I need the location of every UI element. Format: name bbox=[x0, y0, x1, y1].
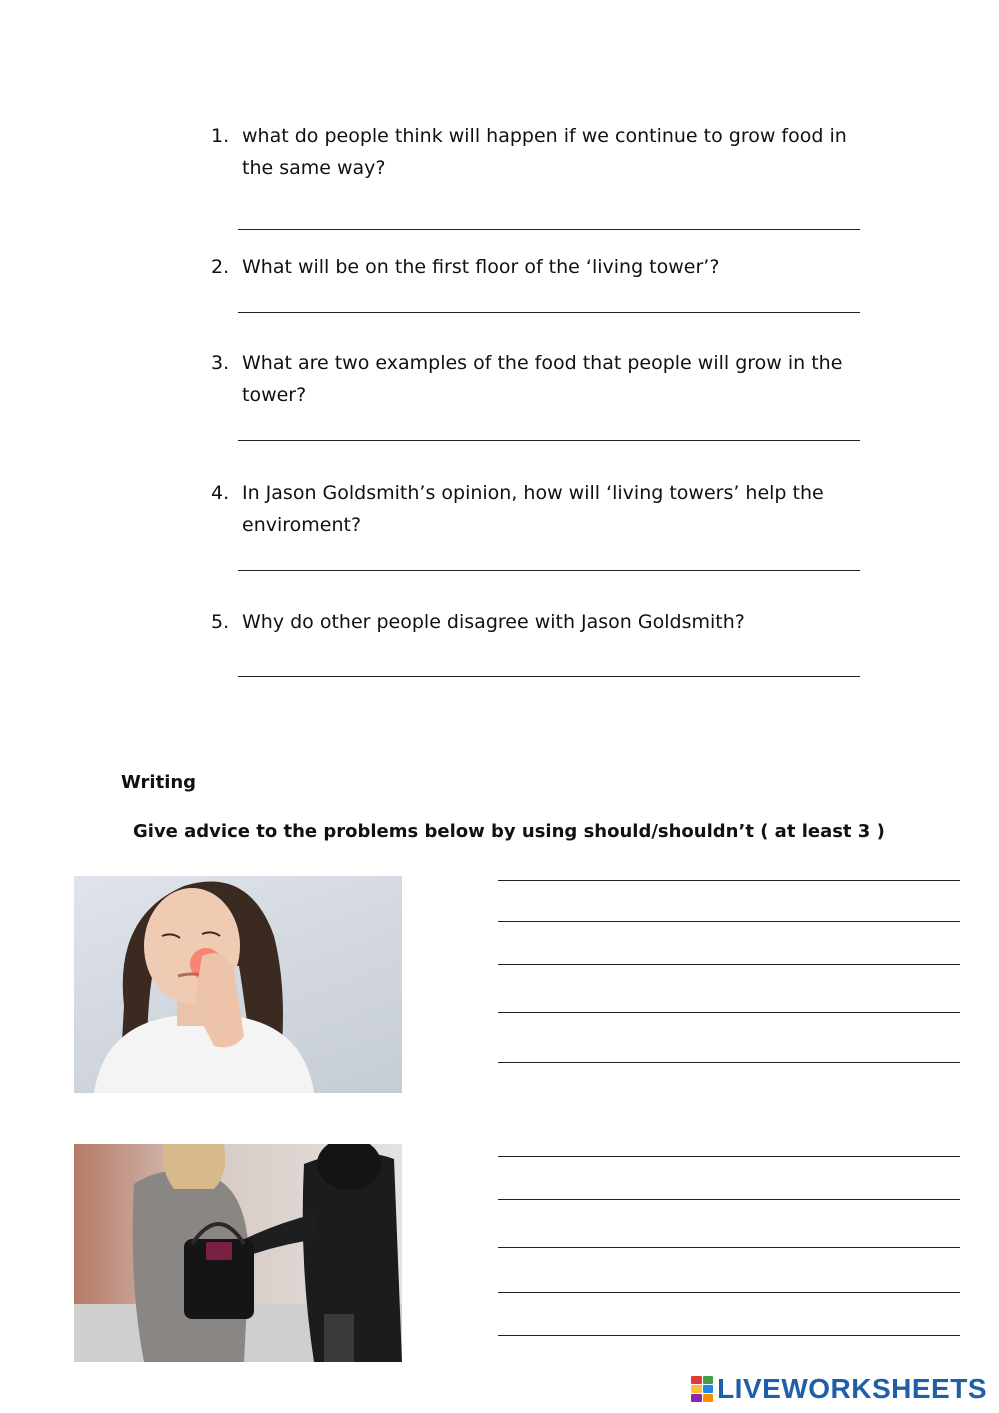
answer-line-1[interactable] bbox=[238, 229, 860, 230]
question-4 bbox=[211, 477, 871, 541]
question-text: what do people think will happen if we continue to grow food in the same way? bbox=[242, 125, 847, 179]
advice-line[interactable] bbox=[498, 1292, 960, 1293]
writing-instruction: Give advice to the problems below by using should/shouldn’t ( at least 3 ) bbox=[133, 821, 885, 842]
writing-heading: Writing bbox=[121, 772, 197, 793]
advice-line[interactable] bbox=[498, 1335, 960, 1336]
advice-line[interactable] bbox=[498, 1247, 960, 1248]
question-text: In Jason Goldsmith’s opinion, how will ‘living towers’ help the enviroment? bbox=[242, 482, 824, 536]
question-number: 3. bbox=[211, 352, 230, 374]
toothache-illustration bbox=[74, 876, 402, 1093]
advice-line[interactable] bbox=[498, 1199, 960, 1200]
pickpocket-illustration bbox=[74, 1144, 402, 1362]
question-text: Why do other people disagree with Jason Goldsmith? bbox=[242, 611, 745, 633]
question-3 bbox=[211, 347, 871, 411]
question-2 bbox=[211, 251, 871, 283]
toothache-photo bbox=[74, 876, 402, 1093]
logo-grid-icon bbox=[691, 1376, 713, 1402]
question-number: 4. bbox=[211, 482, 230, 504]
advice-line[interactable] bbox=[498, 1012, 960, 1013]
liveworksheets-logo[interactable] bbox=[691, 1372, 987, 1406]
advice-line[interactable] bbox=[498, 1156, 960, 1157]
question-1 bbox=[211, 120, 871, 184]
logo-text: LIVEWORKSHEETS bbox=[717, 1373, 987, 1404]
question-text: What will be on the first floor of the ‘living tower’? bbox=[242, 256, 720, 278]
question-number: 2. bbox=[211, 256, 230, 278]
advice-line[interactable] bbox=[498, 880, 960, 881]
answer-line-3[interactable] bbox=[238, 440, 860, 441]
question-number: 1. bbox=[211, 125, 230, 147]
question-number: 5. bbox=[211, 611, 230, 633]
question-5 bbox=[211, 606, 871, 638]
answer-line-4[interactable] bbox=[238, 570, 860, 571]
advice-line[interactable] bbox=[498, 1062, 960, 1063]
answer-line-2[interactable] bbox=[238, 312, 860, 313]
answer-line-5[interactable] bbox=[238, 676, 860, 677]
advice-line[interactable] bbox=[498, 921, 960, 922]
question-text: What are two examples of the food that people will grow in the tower? bbox=[242, 352, 843, 406]
pickpocket-photo bbox=[74, 1144, 402, 1362]
advice-line[interactable] bbox=[498, 964, 960, 965]
